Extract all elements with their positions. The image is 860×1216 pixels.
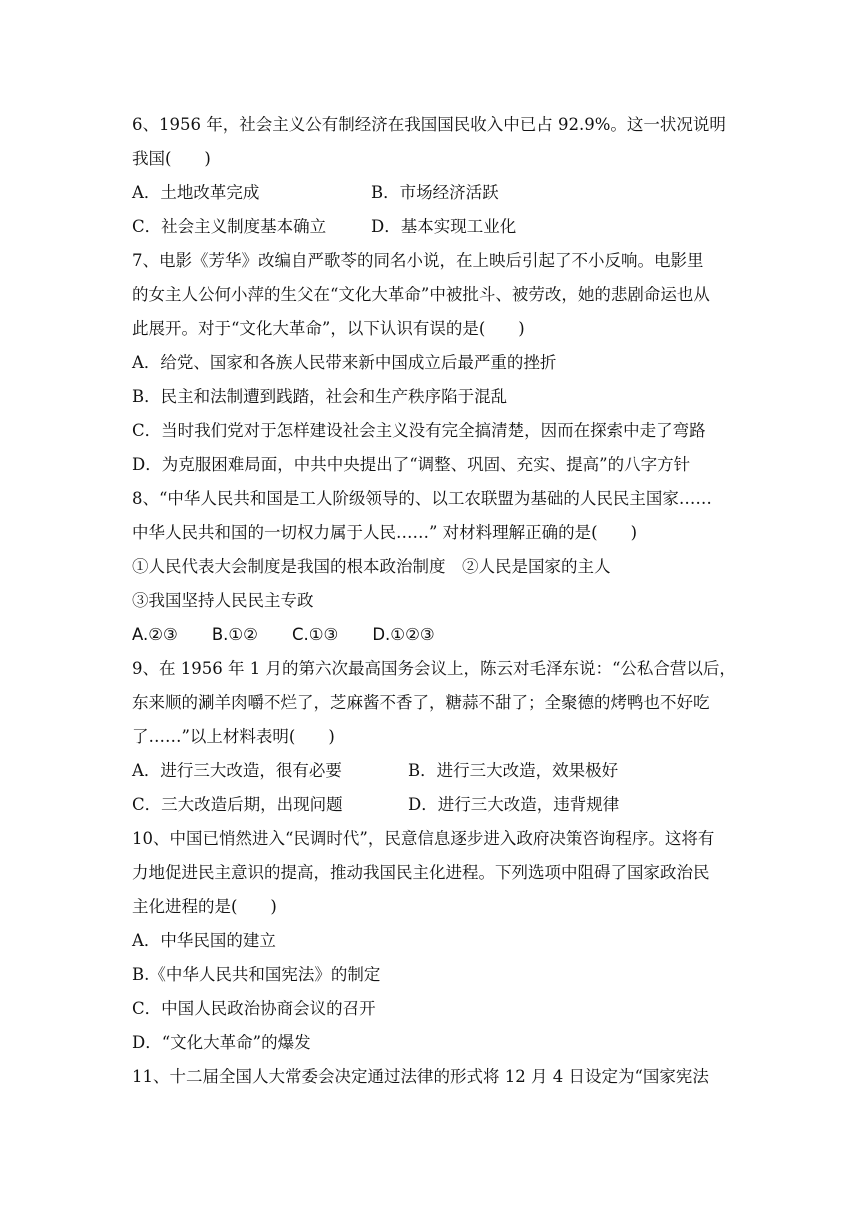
question-10-option-d: D．“文化大革命”的爆发 xyxy=(132,1033,311,1052)
question-8-option-a: A.②③ xyxy=(132,625,178,644)
question-6-option-a: A．土地改革完成 xyxy=(132,183,260,202)
question-8-statement-line-1: ①人民代表大会制度是我国的根本政治制度 ②人民是国家的主人 xyxy=(132,557,611,576)
question-9-stem-line-3: 了……”以上材料表明( ) xyxy=(132,727,335,746)
question-8-options-row xyxy=(132,618,732,652)
question-7-option-b: B．民主和法制遭到践踏，社会和生产秩序陷于混乱 xyxy=(132,387,508,406)
question-8-statement-line-2: ③我国坚持人民民主专政 xyxy=(132,591,314,610)
question-6-stem-line-2: 我国( ) xyxy=(132,149,211,168)
question-7-option-c: C．当时我们党对于怎样建设社会主义没有完全搞清楚，因而在探索中走了弯路 xyxy=(132,421,706,440)
question-8-stem-line-1: 8、“中华人民共和国是工人阶级领导的、以工农联盟为基础的人民民主国家…… xyxy=(132,489,712,508)
question-7-option-a: A．给党、国家和各族人民带来新中国成立后最严重的挫折 xyxy=(132,353,557,372)
question-8-option-d: D.①②③ xyxy=(372,625,435,644)
question-6-options-row-2 xyxy=(132,210,732,244)
question-8 xyxy=(132,482,732,652)
question-6 xyxy=(132,108,732,244)
question-6-option-c: C．社会主义制度基本确立 xyxy=(132,217,327,236)
question-9 xyxy=(132,652,736,822)
question-11 xyxy=(132,1060,732,1094)
question-8-option-b: B.①② xyxy=(211,625,258,644)
question-6-options-row-1 xyxy=(132,176,732,210)
question-7 xyxy=(132,244,732,482)
question-8-stem-line-2: 中华人民共和国的一切权力属于人民……” 对材料理解正确的是( ) xyxy=(132,523,638,542)
question-6-option-d: D．基本实现工业化 xyxy=(371,217,517,236)
question-10-option-b: B.《中华人民共和国宪法》的制定 xyxy=(132,965,381,984)
question-10-stem-line-2: 力地促进民主意识的提高，推动我国民主化进程。下列选项中阻碍了国家政治民 xyxy=(132,863,710,882)
question-6-option-b: B．市场经济活跃 xyxy=(371,183,499,202)
question-9-options-row-2 xyxy=(132,788,732,822)
question-9-option-b: B．进行三大改造，效果极好 xyxy=(408,761,619,780)
question-10-option-a: A．中华民国的建立 xyxy=(132,931,276,950)
question-6-stem-line-1: 6、1956 年，社会主义公有制经济在我国国民收入中已占 92.9%。这一状况说明 xyxy=(132,115,726,134)
question-11-stem-line-1: 11、十二届全国人大常委会决定通过法律的形式将 12 月 4 日设定为“国家宪法 xyxy=(132,1067,709,1086)
question-10-stem-line-3: 主化进程的是( ) xyxy=(132,897,277,916)
question-9-stem-line-2: 东来顺的涮羊肉嚼不烂了，芝麻酱不香了，糖蒜不甜了；全聚德的烤鸭也不好吃 xyxy=(132,693,710,712)
question-10-stem-line-1: 10、中国已悄然进入“民调时代”，民意信息逐步进入政府决策咨询程序。这将有 xyxy=(132,829,715,848)
question-9-stem-line-1: 9、在 1956 年 1 月的第六次最高国务会议上，陈云对毛泽东说：“公私合营以后， xyxy=(132,659,736,678)
question-7-stem-line-3: 此展开。对于“文化大革命”，以下认识有误的是( ) xyxy=(132,319,525,338)
document-page xyxy=(132,108,736,1094)
question-9-option-c: C．三大改造后期，出现问题 xyxy=(132,795,343,814)
question-9-option-d: D．进行三大改造，违背规律 xyxy=(408,795,620,814)
question-8-option-c: C.①③ xyxy=(291,625,339,644)
question-7-stem-line-1: 7、电影《芳华》改编自严歌苓的同名小说，在上映后引起了不小反响。电影里 xyxy=(132,251,704,270)
question-10-option-c: C．中国人民政治协商会议的召开 xyxy=(132,999,376,1018)
question-9-options-row-1 xyxy=(132,754,732,788)
question-9-option-a: A．进行三大改造，很有必要 xyxy=(132,761,342,780)
question-7-option-d: D．为克服困难局面，中共中央提出了“调整、巩固、充实、提高”的八字方针 xyxy=(132,455,691,474)
question-10 xyxy=(132,822,732,1060)
question-7-stem-line-2: 的女主人公何小萍的生父在“文化大革命”中被批斗、被劳改，她的悲剧命运也从 xyxy=(132,285,710,304)
